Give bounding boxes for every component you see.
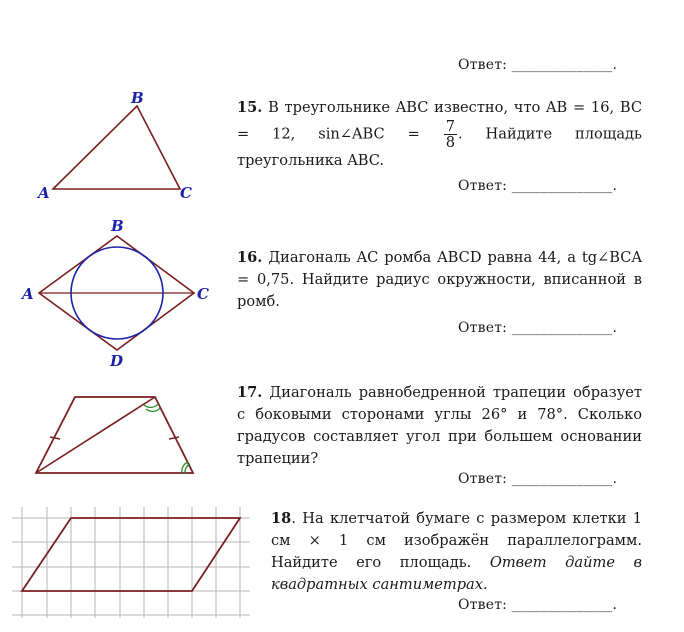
- trapezoid-figure: [36, 397, 193, 473]
- answer-line-18: Ответ: ______________.: [458, 597, 618, 613]
- problem-15-text: [237, 97, 642, 172]
- fraction-7-8: [444, 119, 457, 150]
- leg-tick-mark: [50, 437, 60, 439]
- grid-figure: [12, 507, 250, 618]
- vertex-label-b: B: [111, 217, 124, 235]
- rhombus-figure: [20, 217, 209, 370]
- fraction-denominator: 8: [445, 134, 456, 151]
- vertex-label-d: D: [110, 352, 124, 370]
- problem-18-text: [271, 508, 642, 596]
- angle-arc-top: [144, 404, 158, 407]
- answer-line-15: Ответ: ______________.: [458, 178, 618, 194]
- problem-16-number: 16.: [237, 249, 263, 266]
- parallelogram: [22, 518, 240, 591]
- vertex-label-c: C: [180, 184, 192, 202]
- vertex-label-c: C: [197, 285, 209, 303]
- problem-17-number: 17.: [237, 384, 263, 401]
- problem-15-statement-a: В треугольнике ABC известно, что AB = 16, BC = 12, sin∠ABC =: [237, 99, 642, 143]
- vertex-label-a: A: [38, 184, 50, 202]
- leg-tick-mark: [169, 437, 179, 439]
- vertex-label-b: B: [131, 89, 144, 107]
- answer-line-16: Ответ: ______________.: [458, 320, 618, 336]
- problem-18-statement: . На клетчатой бумаге с размером клетки 1 см × 1 см изображён параллелограмм. Найдите его площадь.: [271, 510, 642, 571]
- problem-17-statement: Диагональ равнобедренной трапеции образует с боковыми сторонами углы 26° и 78°. Сколько градусов составляет угол при большем основании трапеции?: [237, 384, 642, 467]
- problem-15-number: 15.: [237, 99, 263, 116]
- problem-18-number: 18: [271, 510, 292, 527]
- triangle-figure: [36, 89, 192, 202]
- problem-16-text: [237, 247, 642, 313]
- problem-16-statement: Диагональ AC ромба ABCD равна 44, а tg∠BCA = 0,75. Найдите радиус окружности, вписанной в ромб.: [237, 249, 642, 310]
- vertex-label-a: A: [22, 285, 34, 303]
- problem-15-statement-b: . Найдите площадь треугольника ABC.: [237, 125, 642, 169]
- answer-line-17: Ответ: ______________.: [458, 471, 618, 487]
- fraction-numerator: 7: [445, 118, 456, 135]
- problem-17-text: [237, 382, 642, 470]
- problem-18-answer-instruction: Ответ дайте в квадратных сантиметрах.: [271, 554, 643, 593]
- answer-line-14: Ответ: ______________.: [458, 57, 618, 73]
